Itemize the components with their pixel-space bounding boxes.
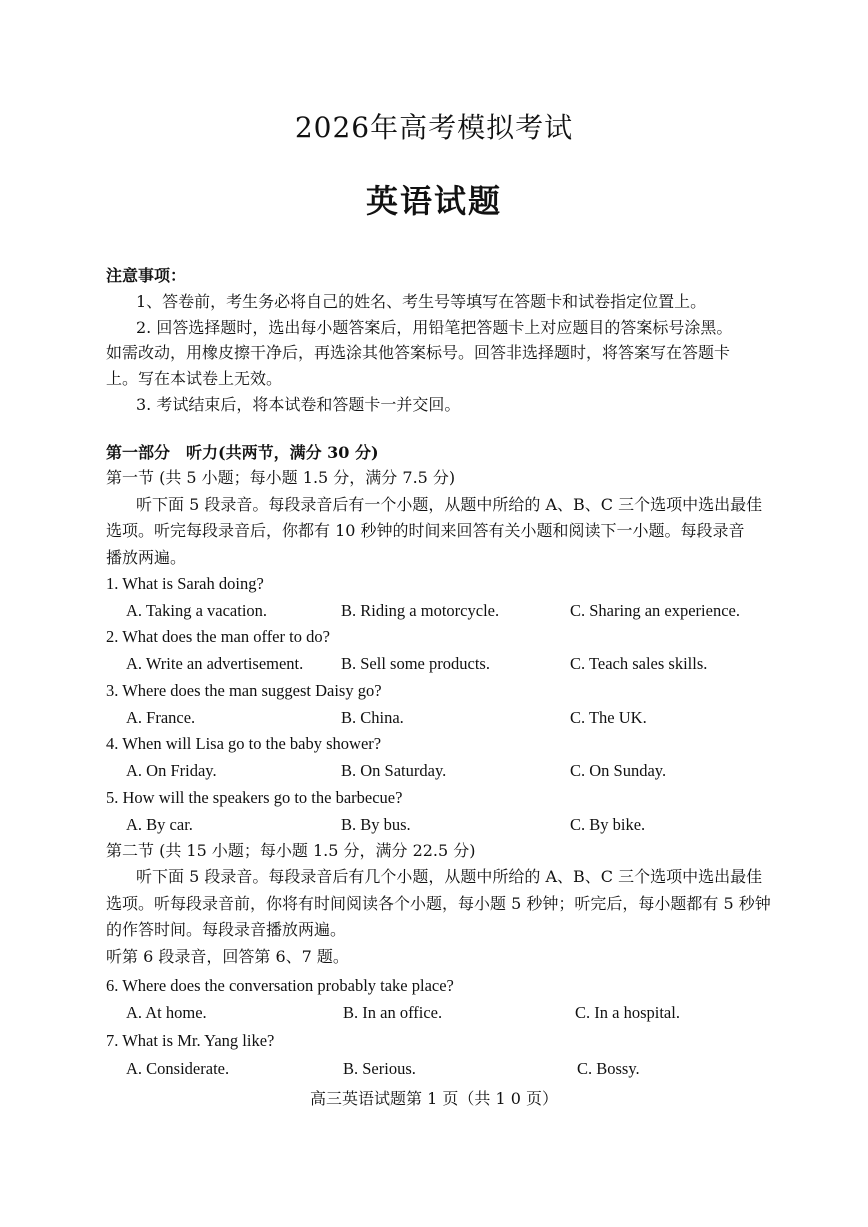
section1-instruction-line-1: 听下面 5 段录音。每段录音后有一个小题，从题中所给的 A、B、C 三个选项中选出最佳 xyxy=(136,495,763,514)
notice-item-2-line-1: 2. 回答选择题时，选出每小题答案后，用铅笔把答题卡上对应题目的答案标号涂黑。 xyxy=(136,318,733,337)
question-option-b: B. In an office. xyxy=(343,1003,443,1022)
question-stem: 5. How will the speakers go to the barbecue? xyxy=(106,788,403,807)
question-stem: 7. What is Mr. Yang like? xyxy=(106,1031,275,1050)
question-stem: 3. Where does the man suggest Daisy go? xyxy=(106,681,382,700)
audio6-instruction: 听第 6 段录音，回答第 6、7 题。 xyxy=(106,947,349,966)
question-option-c: C. Teach sales skills. xyxy=(570,654,708,673)
question-option-c: C. In a hospital. xyxy=(575,1003,680,1022)
question-stem: 4. When will Lisa go to the baby shower? xyxy=(106,734,382,753)
question-option-c: C. On Sunday. xyxy=(570,761,667,780)
question-option-b: B. Riding a motorcycle. xyxy=(341,601,500,620)
question-stem: 6. Where does the conversation probably take place? xyxy=(106,976,454,995)
notice-heading: 注意事项： xyxy=(106,266,187,285)
question-option-a: A. At home. xyxy=(126,1003,207,1022)
question-option-a: A. France. xyxy=(126,708,196,727)
exam-title: 2026年高考模拟考试 xyxy=(294,111,574,144)
question-option-b: B. Sell some products. xyxy=(341,654,490,673)
notice-item-3: 3. 考试结束后，将本试卷和答题卡一并交回。 xyxy=(136,395,461,414)
question-option-b: B. On Saturday. xyxy=(341,761,447,780)
question-option-b: B. Serious. xyxy=(343,1059,416,1078)
section1-heading: 第一节 (共 5 小题；每小题 1.5 分，满分 7.5 分) xyxy=(106,468,456,487)
notice-item-2-line-3: 上。写在本试卷上无效。 xyxy=(106,369,283,388)
section2-heading: 第二节 (共 15 小题；每小题 1.5 分，满分 22.5 分) xyxy=(106,841,476,860)
question-stem: 2. What does the man offer to do? xyxy=(106,627,330,646)
subject-title: 英语试题 xyxy=(365,182,502,220)
question-option-a: A. On Friday. xyxy=(126,761,217,780)
question-option-a: A. By car. xyxy=(126,815,193,834)
question-option-c: C. By bike. xyxy=(570,815,646,834)
question-stem: 1. What is Sarah doing? xyxy=(106,574,264,593)
part1-heading: 第一部分 听力(共两节，满分 30 分) xyxy=(106,443,379,462)
section2-instruction-line-2: 选项。听每段录音前，你将有时间阅读各个小题，每小题 5 秒钟；听完后，每小题都有 5 秒钟 xyxy=(106,894,771,913)
section1-instruction-line-3: 播放两遍。 xyxy=(106,548,187,567)
question-option-b: B. China. xyxy=(341,708,404,727)
question-option-a: A. Taking a vacation. xyxy=(126,601,268,620)
page-footer: 高三英语试题第 1 页（共 1 0 页） xyxy=(310,1089,558,1108)
question-option-c: C. Bossy. xyxy=(577,1059,640,1078)
question-option-a: A. Considerate. xyxy=(126,1059,230,1078)
question-option-c: C. The UK. xyxy=(570,708,647,727)
question-option-c: C. Sharing an experience. xyxy=(570,601,740,620)
question-option-b: B. By bus. xyxy=(341,815,411,834)
question-option-a: A. Write an advertisement. xyxy=(126,654,304,673)
section2-instruction-line-1: 听下面 5 段录音。每段录音后有几个小题，从题中所给的 A、B、C 三个选项中选出最佳 xyxy=(136,867,763,886)
notice-item-2-line-2: 如需改动，用橡皮擦干净后，再选涂其他答案标号。回答非选择题时，将答案写在答题卡 xyxy=(106,343,731,362)
notice-item-1: 1、答卷前，考生务必将自己的姓名、考生号等填写在答题卡和试卷指定位置上。 xyxy=(136,292,707,311)
section2-instruction-line-3: 的作答时间。每段录音播放两遍。 xyxy=(106,920,347,939)
section1-instruction-line-2: 选项。听完每段录音后，你都有 10 秒钟的时间来回答有关小题和阅读下一小题。每段录音 xyxy=(106,521,745,540)
